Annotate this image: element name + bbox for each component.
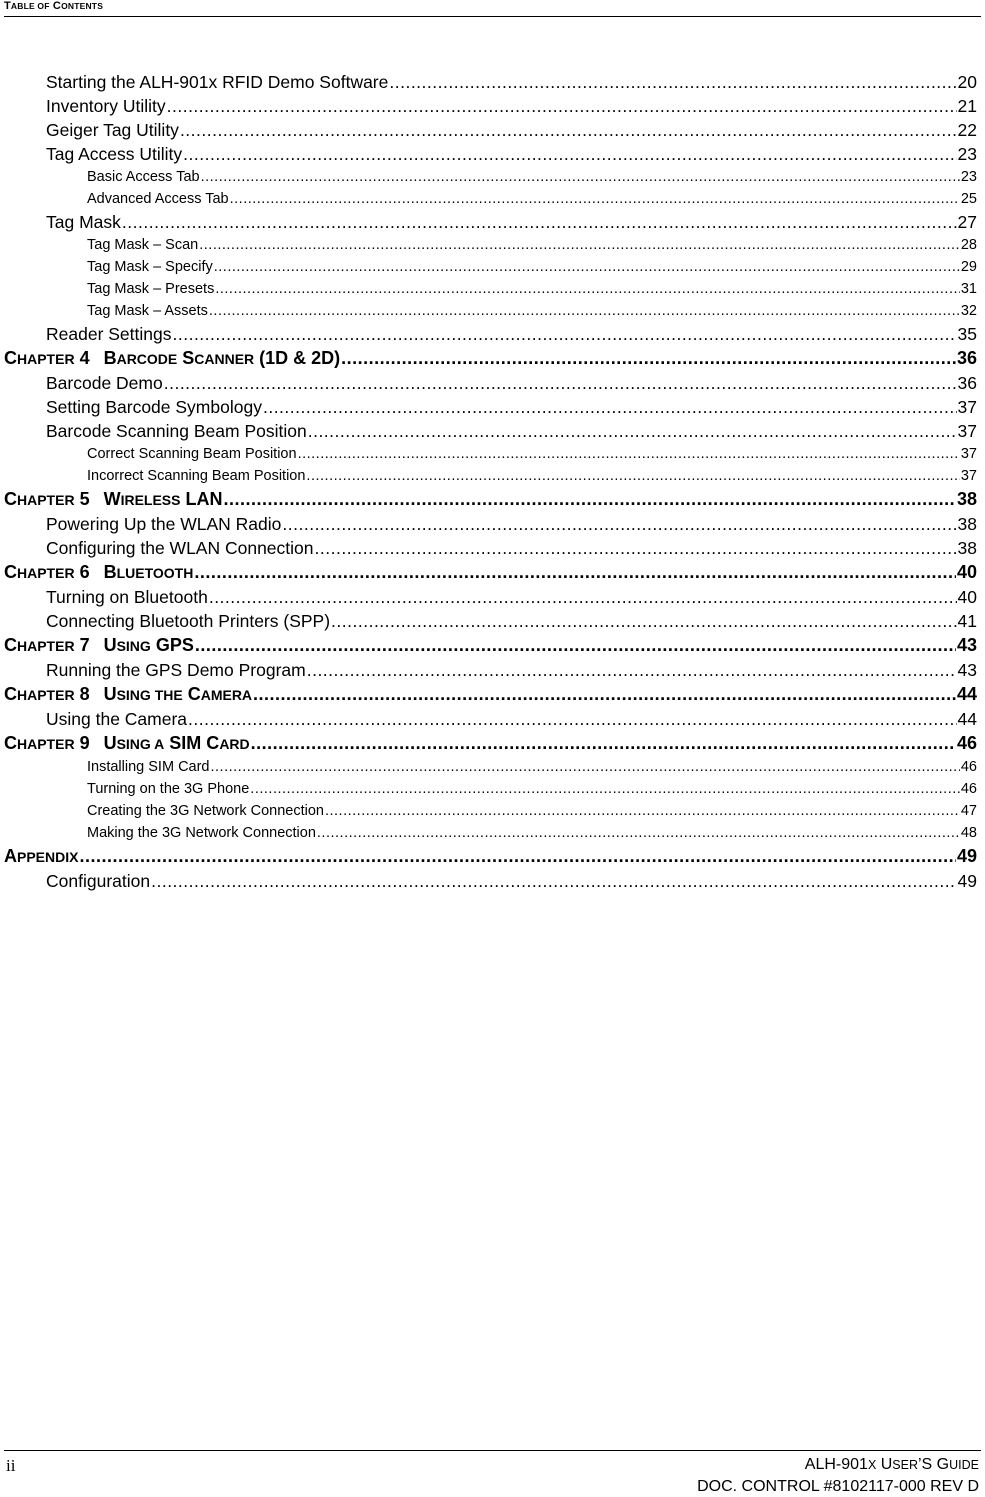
toc-chapter-entry[interactable] — [4, 346, 977, 371]
toc-page-number: 47 — [960, 803, 977, 819]
dot-leader — [325, 800, 960, 822]
toc-page-number: 27 — [957, 212, 977, 232]
toc-entry-title: Barcode Scanning Beam Position — [46, 421, 307, 441]
toc-entry[interactable] — [4, 70, 977, 94]
toc-entry-title: Installing SIM Card — [87, 759, 210, 775]
toc-page-number: 40 — [957, 587, 977, 607]
toc-entry[interactable] — [4, 822, 977, 844]
toc-entry-title: Tag Mask – Scan — [87, 237, 199, 253]
table-of-contents — [4, 70, 977, 893]
toc-entry-title: Running the GPS Demo Program — [46, 660, 306, 680]
toc-entry-title: Setting Barcode Symbology — [46, 397, 262, 417]
toc-entry-title: Incorrect Scanning Beam Position — [87, 468, 306, 484]
document-title: ALH-901X USER’S GUIDE — [804, 1456, 979, 1473]
toc-page-number: 44 — [956, 684, 977, 704]
toc-page-number: 46 — [956, 733, 977, 753]
toc-entry-title: Advanced Access Tab — [87, 191, 229, 207]
toc-entry[interactable] — [4, 443, 977, 465]
toc-entry-title: CHAPTER 5 WIRELESS LAN — [4, 489, 223, 509]
toc-entry[interactable] — [4, 756, 977, 778]
dot-leader — [250, 778, 960, 800]
dot-leader — [195, 633, 956, 658]
dot-leader — [209, 585, 957, 609]
toc-page-number: 22 — [957, 120, 977, 140]
toc-page-number: 23 — [960, 169, 977, 185]
toc-entry-title: Tag Mask – Assets — [87, 303, 208, 319]
toc-entry[interactable] — [4, 300, 977, 322]
toc-page-number: 25 — [960, 191, 977, 207]
toc-page-number: 46 — [960, 781, 977, 797]
chapter-label: CHAPTER 8 — [4, 684, 90, 704]
toc-entry[interactable] — [4, 869, 977, 893]
toc-entry[interactable] — [4, 278, 977, 300]
footer-rule — [4, 1450, 981, 1451]
toc-entry-title: Basic Access Tab — [87, 169, 200, 185]
toc-page-number: 29 — [960, 259, 977, 275]
toc-entry-title: Reader Settings — [46, 324, 172, 344]
dot-leader — [173, 322, 957, 346]
dot-leader — [230, 188, 960, 210]
toc-page-number: 21 — [957, 96, 977, 116]
dot-leader — [151, 869, 956, 893]
dot-leader — [223, 487, 955, 512]
toc-entry[interactable] — [4, 256, 977, 278]
toc-entry[interactable] — [4, 94, 977, 118]
toc-entry-title: CHAPTER 9 USING A SIM CARD — [4, 733, 250, 753]
toc-entry[interactable] — [4, 800, 977, 822]
dot-leader — [209, 300, 960, 322]
toc-page-number: 49 — [956, 846, 977, 866]
toc-chapter-entry[interactable] — [4, 731, 977, 756]
toc-entry[interactable] — [4, 322, 977, 346]
dot-leader — [315, 536, 957, 560]
toc-entry-title: CHAPTER 8 USING THE CAMERA — [4, 684, 253, 704]
dot-leader — [317, 822, 960, 844]
toc-entry[interactable] — [4, 166, 977, 188]
toc-entry-title: Inventory Utility — [46, 96, 166, 116]
toc-entry[interactable] — [4, 371, 977, 395]
toc-chapter-entry[interactable] — [4, 487, 977, 512]
toc-page-number: 38 — [956, 489, 977, 509]
toc-page-number: 32 — [960, 303, 977, 319]
toc-entry-title: CHAPTER 4 BARCODE SCANNER (1D & 2D) — [4, 348, 341, 368]
toc-entry[interactable] — [4, 536, 977, 560]
footer-doc-info — [697, 1454, 979, 1497]
toc-entry[interactable] — [4, 585, 977, 609]
toc-page-number: 38 — [957, 514, 977, 534]
toc-entry-title: Tag Mask – Presets — [87, 281, 215, 297]
toc-page-number: 43 — [956, 635, 977, 655]
dot-leader — [183, 142, 956, 166]
toc-chapter-entry[interactable] — [4, 560, 977, 585]
toc-entry[interactable] — [4, 234, 977, 256]
toc-entry-title: Geiger Tag Utility — [46, 120, 179, 140]
toc-entry[interactable] — [4, 419, 977, 443]
toc-chapter-entry[interactable] — [4, 633, 977, 658]
toc-chapter-entry[interactable] — [4, 682, 977, 707]
toc-page-number: 43 — [957, 660, 977, 680]
toc-chapter-entry[interactable] — [4, 844, 977, 869]
chapter-label: CHAPTER 4 — [4, 348, 90, 368]
toc-entry-title: Barcode Demo — [46, 373, 163, 393]
dot-leader — [194, 560, 956, 585]
toc-entry[interactable] — [4, 465, 977, 487]
chapter-label: CHAPTER 6 — [4, 562, 90, 582]
toc-page-number: 37 — [957, 421, 977, 441]
toc-page-number: 36 — [956, 348, 977, 368]
toc-entry-title: Correct Scanning Beam Position — [87, 446, 297, 462]
toc-entry-title: APPENDIX — [4, 846, 79, 866]
toc-entry-title: Tag Mask — [46, 212, 121, 232]
dot-leader — [307, 658, 957, 682]
dot-leader — [331, 609, 956, 633]
toc-entry[interactable] — [4, 778, 977, 800]
toc-page-number: 40 — [956, 562, 977, 582]
chapter-label: CHAPTER 7 — [4, 635, 90, 655]
dot-leader — [199, 234, 960, 256]
chapter-label: CHAPTER 5 — [4, 489, 90, 509]
dot-leader — [211, 756, 960, 778]
toc-page-number: 36 — [957, 373, 977, 393]
toc-page-number: 37 — [960, 446, 977, 462]
dot-leader — [79, 844, 956, 869]
dot-leader — [167, 94, 957, 118]
toc-entry-title: Using the Camera — [46, 709, 188, 729]
toc-entry[interactable] — [4, 142, 977, 166]
toc-entry[interactable] — [4, 512, 977, 536]
dot-leader — [282, 512, 956, 536]
dot-leader — [341, 346, 956, 371]
toc-entry[interactable] — [4, 118, 977, 142]
toc-entry-title: Connecting Bluetooth Printers (SPP) — [46, 611, 331, 631]
toc-entry-title: Making the 3G Network Connection — [87, 825, 316, 841]
toc-page-number: 48 — [960, 825, 977, 841]
toc-entry-title: Turning on the 3G Phone — [87, 781, 250, 797]
dot-leader — [214, 256, 960, 278]
toc-page-number: 46 — [960, 759, 977, 775]
toc-page-number: 28 — [960, 237, 977, 253]
toc-page-number: 37 — [960, 468, 977, 484]
toc-entry-title: Powering Up the WLAN Radio — [46, 514, 282, 534]
toc-page-number: 20 — [957, 72, 977, 92]
dot-leader — [180, 118, 957, 142]
toc-entry[interactable] — [4, 658, 977, 682]
dot-leader — [122, 210, 957, 234]
dot-leader — [263, 395, 957, 419]
dot-leader — [389, 70, 956, 94]
toc-entry[interactable] — [4, 188, 977, 210]
dot-leader — [164, 371, 957, 395]
toc-page-number: 49 — [957, 871, 977, 891]
toc-page-number: 41 — [957, 611, 977, 631]
toc-entry-title: Configuring the WLAN Connection — [46, 538, 314, 558]
toc-page-number: 23 — [957, 144, 977, 164]
dot-leader — [215, 278, 960, 300]
toc-entry-title: Starting the ALH-901x RFID Demo Software — [46, 72, 389, 92]
document-control: DOC. CONTROL #8102117-000 REV D — [697, 1478, 979, 1495]
toc-entry[interactable] — [4, 395, 977, 419]
toc-entry-title: Creating the 3G Network Connection — [87, 803, 324, 819]
toc-page-number: 37 — [957, 397, 977, 417]
toc-entry[interactable] — [4, 707, 977, 731]
dot-leader — [253, 682, 956, 707]
dot-leader — [251, 731, 956, 756]
toc-entry-title: Configuration — [46, 871, 151, 891]
toc-entry[interactable] — [4, 210, 977, 234]
chapter-label: CHAPTER 9 — [4, 733, 90, 753]
toc-page-number: 38 — [957, 538, 977, 558]
toc-entry-title: CHAPTER 6 BLUETOOTH — [4, 562, 194, 582]
dot-leader — [201, 166, 960, 188]
toc-entry-title: Tag Access Utility — [46, 144, 183, 164]
dot-leader — [188, 707, 956, 731]
toc-page-number: 44 — [957, 709, 977, 729]
header-rule — [4, 16, 981, 17]
running-head: TABLE OF CONTENTS — [4, 0, 104, 12]
dot-leader — [306, 465, 959, 487]
toc-page-number: 31 — [960, 281, 977, 297]
toc-entry-title: CHAPTER 7 USING GPS — [4, 635, 194, 655]
toc-entry[interactable] — [4, 609, 977, 633]
page-number: ii — [6, 1456, 16, 1475]
dot-leader — [308, 419, 957, 443]
toc-entry-title: Tag Mask – Specify — [87, 259, 213, 275]
toc-page-number: 35 — [957, 324, 977, 344]
dot-leader — [298, 443, 960, 465]
toc-entry-title: Turning on Bluetooth — [46, 587, 208, 607]
